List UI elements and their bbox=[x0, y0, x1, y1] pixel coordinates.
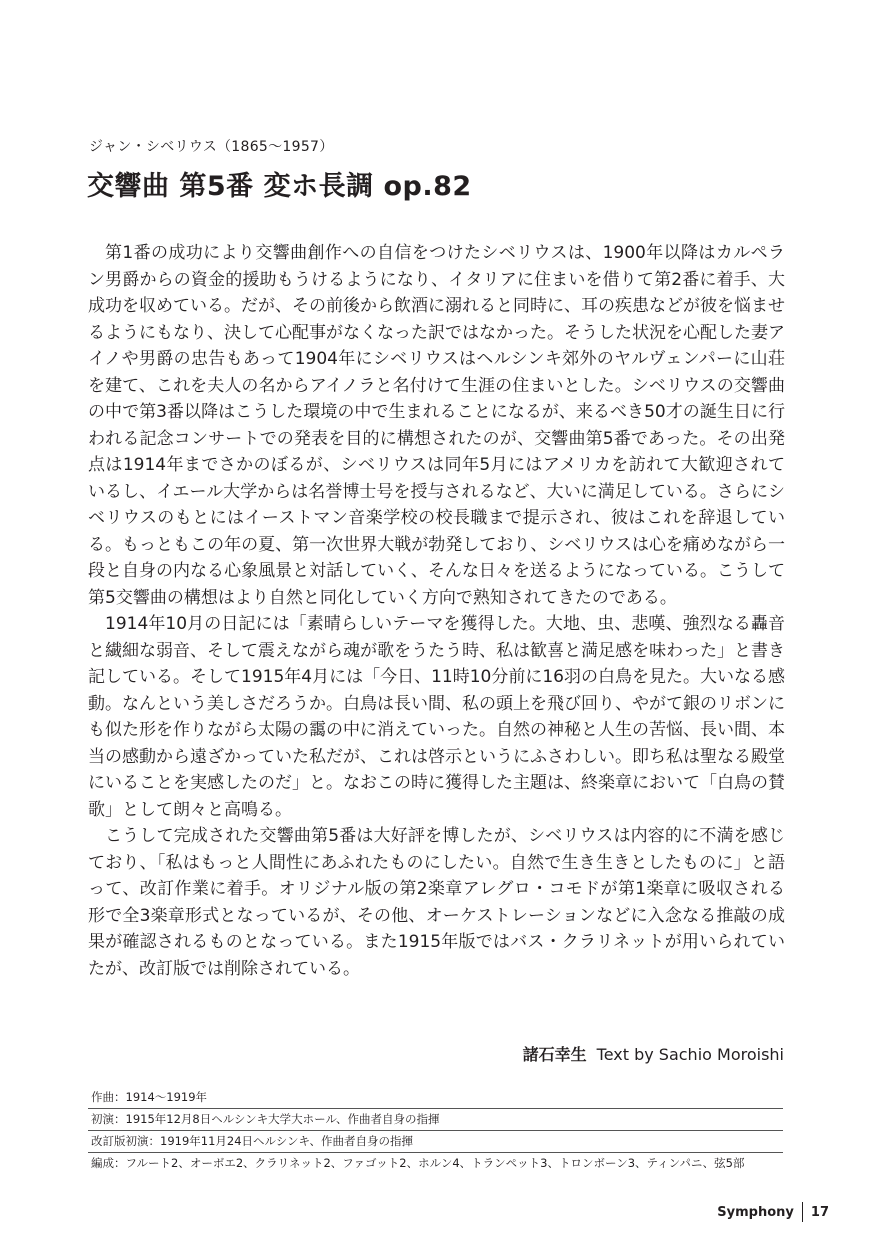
paragraph: 1914年10月の日記には「素晴らしいテーマを獲得した。大地、虫、悲嘆、強烈なる轟音と繊細な弱音、そして震えながら魂が歌をうたう時、私は歓喜と満足感を味わった」と書き記している。そして1915年4月には「今日、11時10分前に16羽の白鳥を見た。大いなる感動。なんという美しさだろうか。白鳥は長い間、私の頭上を飛び回り、やがて銀のリボンにも似た形を作りながら太陽の靄の中に消えていった。自然の神秘と人生の苦悩、長い間、本当の感動から遠ざかっていた私だが、これは啓示というにふさわしい。即ち私は聖なる殿堂にいることを実感したのだ」と。なおこの時に獲得した主題は、終楽章において「白鳥の賛歌」として朗々と高鳴る。 bbox=[88, 614, 786, 820]
work-notes bbox=[88, 1087, 783, 1174]
note-premiere: 初演：1915年12月8日ヘルシンキ大学大ホール、作曲者自身の指揮 bbox=[88, 1109, 783, 1131]
composer-line: ジャン・シベリウス（1865～1957） bbox=[89, 139, 334, 155]
paragraph: こうして完成された交響曲第5番は大好評を博したが、シベリウスは内容的に不満を感じており、「私はもっと人間性にあふれたものにしたい。自然で生き生きとしたものに」と語って、改訂作業に着手。オリジナル版の第2楽章アレグロ・コモドが第1楽章に吸収される形で全3楽章形式となっているが、その他、オーケストレーションなどに入念なる推敲の成果が確認されるものとなっている。また1915年版ではバス・クラリネットが用いられていたが、改訂版では削除されている。 bbox=[88, 826, 785, 979]
author-credit bbox=[523, 1042, 784, 1065]
author-credit-text: Text by Sachio Moroishi bbox=[596, 1045, 784, 1064]
page-number: 17 bbox=[810, 1204, 829, 1220]
article-body bbox=[88, 240, 785, 982]
note-composition: 作曲：1914～1919年 bbox=[88, 1087, 783, 1109]
footer-label: Symphony bbox=[717, 1204, 794, 1220]
page-title: 交響曲 第5番 変ホ長調 op.82 bbox=[87, 171, 472, 202]
page-footer bbox=[717, 1202, 829, 1222]
paragraph: 第1番の成功により交響曲創作への自信をつけたシベリウスは、1900年以降はカルペラン男爵からの資金的援助もうけるようになり、イタリアに住まいを借りて第2番に着手、大成功を収めている。だが、その前後から飲酒に溺れると同時に、耳の疾患などが彼を悩ませるようにもなり、決して心配事がなくなった訳ではなかった。そうした状況を心配した妻アイノや男爵の忠告もあって1904年にシベリウスはヘルシンキ郊外のヤルヴェンパーに山荘を建て、これを夫人の名からアイノラと名付けて生涯の住まいとした。シベリウスの交響曲の中で第3番以降はこうした環境の中で生まれることになるが、来るべき50才の誕生日に行われる記念コンサートでの発表を目的に構想されたのが、交響曲第5番であった。その出発点は1914年までさかのぼるが、シベリウスは同年5月にはアメリカを訪れて大歓迎されているし、イエール大学からは名誉博士号を授与されるなど、大いに満足している。さらにシベリウスのもとにはイーストマン音楽学校の校長職まで提示され、彼はこれを辞退している。もっともこの年の夏、第一次世界大戦が勃発しており、シベリウスは心を痛めながら一段と自身の内なる心象風景と対話していく、そんな日々を送るようになっている。こうして第5交響曲の構想はより自然と同化していく方向で熟知されてきたのである。 bbox=[88, 243, 786, 608]
note-revised-premiere: 改訂版初演：1919年11月24日ヘルシンキ、作曲者自身の指揮 bbox=[88, 1131, 783, 1153]
author-name: 諸石幸生 bbox=[522, 1045, 587, 1064]
note-instrumentation: 編成：フルート2、オーボエ2、クラリネット2、ファゴット2、ホルン4、トランペット3、トロンボーン3、ティンパニ、弦5部 bbox=[91, 1156, 745, 1170]
footer-divider bbox=[802, 1202, 803, 1222]
